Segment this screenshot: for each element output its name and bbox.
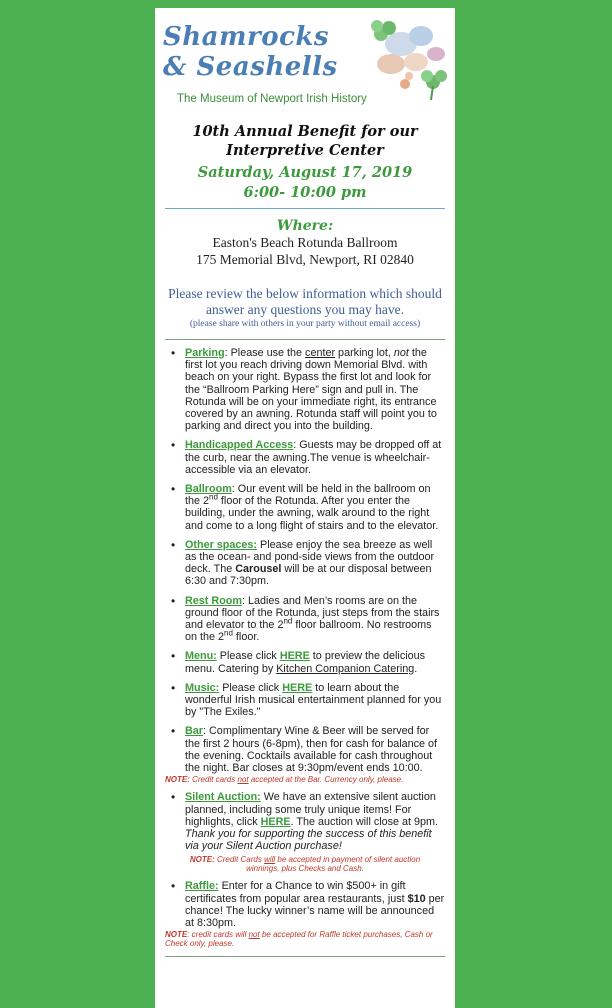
list-item-auction: • Silent Auction: We have an extensive silent auction planned, including some truly unique items! For highlights, click HERE. The auction will close at 9pm. Thank you for supporting the success of this benefit via your Silent Auction purchase! — [185, 791, 445, 852]
info-list-2 — [155, 791, 455, 852]
divider — [165, 339, 445, 340]
logo-subtitle: The Museum of Newport Irish History — [177, 93, 367, 105]
ballroom-term: Ballroom — [185, 483, 232, 496]
newsletter-card — [155, 8, 455, 1008]
menu-term: Menu: — [185, 650, 217, 663]
list-item-ballroom: • Ballroom: Our event will be held in the ballroom on the 2nd floor of the Rotunda. After you enter the building, under the awning, walk around to the right and come to a long flight of stairs and to the elevator. — [185, 483, 445, 532]
where-label: Where: — [276, 218, 334, 234]
music-term: Music: — [185, 681, 220, 694]
shamrock-seashell-icon — [361, 14, 449, 104]
parking-term: Parking — [185, 347, 225, 359]
list-item-bar: • Bar: Complimentary Wine & Beer will be served for the first 2 hours (6-8pm), then for cash for balance of the evening. Cocktails available for cash throughout the night. Bar closes at 9:30pm/event ends 10:00. — [185, 725, 445, 774]
spaces-term: Other spaces: — [185, 538, 258, 551]
restroom-term: Rest Room — [185, 594, 242, 607]
list-item-menu: • Menu: Please click HERE to preview the delicious menu. Catering by Kitchen Companion Catering. — [185, 650, 445, 674]
bar-term: Bar — [185, 725, 204, 738]
review-note: (please share with others in your party without email access) — [189, 319, 421, 329]
museum-logo — [155, 8, 455, 114]
info-list-3 — [155, 880, 455, 929]
list-item-restroom: • Rest Room: Ladies and Men’s rooms are on the ground floor of the Rotunda, just steps from the stairs and elevator to the 2nd floor ballroom. No restrooms on the 2nd floor. — [185, 595, 445, 644]
event-time: 6:00- 10:00 pm — [243, 184, 367, 201]
bar-note: NOTE: Credit cards not accepted at the Bar. Currency only, please. — [165, 775, 404, 785]
info-list — [155, 347, 455, 774]
logo-title: Shamrocks & Seashells — [163, 22, 338, 82]
menu-here-link[interactable]: HERE — [279, 650, 310, 663]
auction-note: NOTE: Credit Cards will be accepted in payment of silent auction winnings, plus Checks and Cash. — [189, 855, 421, 874]
raffle-term: Raffle: — [185, 880, 219, 893]
access-term: Handicapped Access — [185, 439, 294, 452]
caterer-link[interactable]: Kitchen Companion Catering — [276, 662, 415, 675]
raffle-note: NOTE: credit cards will not be accepted for Raffle ticket purchases, Cash or Check only, please. — [165, 930, 433, 949]
music-here-link[interactable]: HERE — [282, 681, 313, 694]
list-item-parking: • Parking: Please use the center parking lot, not the first lot you reach driving down Memorial Blvd. with beach on your right. Bypass the first lot and look for the “Ballroom Parking Here” sign and pull in. The Rotunda will be on your immediate right, its entrance covered by an awning. Rotunda staff will point you to parking and direct you into the building. — [185, 347, 445, 432]
divider — [165, 956, 445, 957]
venue-address: 175 Memorial Blvd, Newport, RI 02840 — [196, 252, 414, 267]
auction-term: Silent Auction: — [185, 791, 261, 804]
event-title: 10th Annual Benefit for our Interpretive Center — [192, 123, 418, 159]
list-item-access: • Handicapped Access: Guests may be dropped off at the curb, near the awning.The venue is wheelchair-accessible via an elevator. — [185, 439, 445, 476]
list-item-raffle: • Raffle: Enter for a Chance to win $500+ in gift certificates from popular area restaurants, just $10 per chance! The lucky winner’s name will be announced at 8:30pm. — [185, 880, 445, 929]
list-item-spaces: • Other spaces: Please enjoy the sea breeze as well as the ocean- and pond-side views from the outdoor deck. The Carousel will be at our disposal between 6:30 and 7:30pm. — [185, 539, 445, 588]
divider — [165, 208, 445, 209]
venue-name: Easton's Beach Rotunda Ballroom — [212, 235, 398, 250]
event-date: Saturday, August 17, 2019 — [197, 164, 413, 181]
list-item-music: • Music: Please click HERE to learn about the wonderful Irish musical entertainment planned for you by "The Exiles." — [185, 682, 445, 719]
auction-here-link[interactable]: HERE — [260, 815, 291, 828]
review-message: Please review the below information which should answer any questions you may have. — [168, 286, 442, 317]
